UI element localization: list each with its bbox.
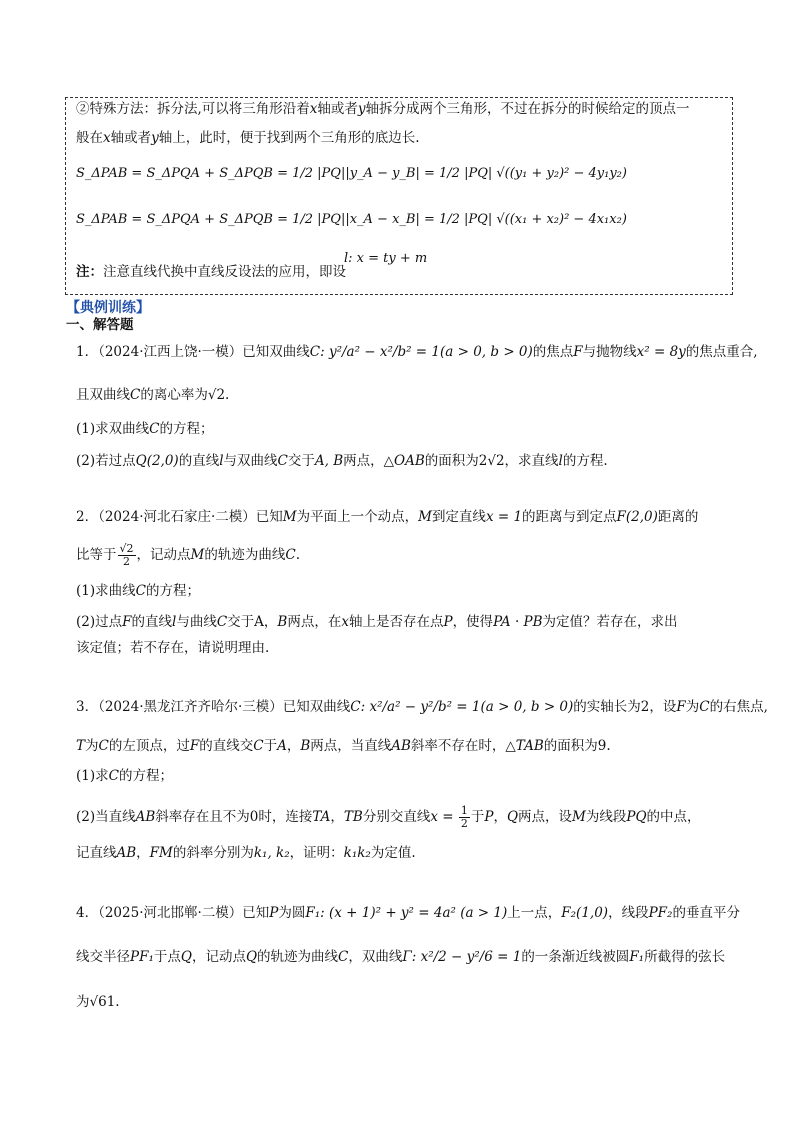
problem-1-question-1: (1)求双曲线C的方程； [76,421,214,437]
method-line-1: ②特殊方法：拆分法,可以将三角形沿着x轴或者y轴拆分成两个三角形，不过在拆分的时候给定的顶点一 [76,101,690,117]
area-formula-y: S_ΔPAB = S_ΔPQA + S_ΔPQB = 1/2 |PQ||y_A − y_B| = 1/2 |PQ| √((y₁ + y₂)² − 4y₁y₂) [76,166,627,181]
note-label: 注： [76,264,103,280]
problem-2-question-1: (1)求曲线C的方程； [76,583,200,599]
problem-2-line-2: 比等于 $\frac{√2}{2}$ ，记动点M的轨迹为曲线C. [76,542,300,568]
problem-1-line-1: 1．（2024·江西上饶·一模）已知双曲线C: y²/a² − x²/b² = 1(a > 0, b > 0)的焦点F与抛物线x² = 8y的焦点重合, [76,344,758,360]
note-line: 注：注意直线代换中直线反设法的应用，即设 [76,264,346,280]
area-formula-x: S_ΔPAB = S_ΔPQA + S_ΔPQB = 1/2 |PQ||x_A − x_B| = 1/2 |PQ| √((x₁ + x₂)² − 4x₁x₂) [76,212,627,227]
problem-3-question-1: (1)求C的方程； [76,768,173,784]
problem-3-question-2: (2)当直线AB斜率存在且不为0时，连接TA，TB分别交直线x = $\frac{1}{2}$ 于P，Q两点，设M为线段PQ的中点， [76,804,701,830]
problem-3-line-2: T为C的左顶点，过F的直线交C于A，B两点，当直线AB斜率不存在时，△TAB的面积为9. [76,738,611,754]
problem-4-line-1: 4．（2025·河北邯郸·二模）已知P为圆F₁: (x + 1)² + y² = 4a² (a > 1)上一点，F₂(1,0)，线段PF₂的垂直平分 [76,905,740,921]
problem-2-question-2-cont: 该定值；若不存在，请说明理由. [76,640,270,656]
half-fraction: $\frac{1}{2}$ [460,804,468,830]
method-line-2: 般在x轴或者y轴上，此时，便于找到两个三角形的底边长. [76,130,420,146]
section-subtitle: 一、解答题 [66,317,134,333]
section-title: 【典例训练】 [66,300,150,316]
problem-3-line-1: 3．（2024·黑龙江齐齐哈尔·三模）已知双曲线C: x²/a² − y²/b² = 1(a > 0, b > 0)的实轴长为2，设F为C的右焦点, [76,699,768,715]
problem-4-line-3: 为√61. [76,994,120,1010]
problem-3-question-2-cont: 记直线AB，FM的斜率分别为k₁, k₂，证明：k₁k₂为定值. [76,845,416,861]
problem-2-line-1: 2．（2024·河北石家庄·二模）已知M为平面上一个动点，M到定直线x = 1的距离与到定点F(2,0)距离的 [76,509,699,525]
problem-4-line-2: 线交半径PF₁于点Q，记动点Q的轨迹为曲线C，双曲线Γ: x²/2 − y²/6 = 1的一条渐近线被圆F₁所截得的弦长 [76,949,726,965]
ratio-fraction: $\frac{√2}{2}$ [119,542,134,568]
note-formula: l: x = ty + m [344,251,428,266]
problem-1-question-2: (2)若过点Q(2,0)的直线l与双曲线C交于A, B两点，△OAB的面积为2√2，求直线l的方程. [76,453,608,469]
problem-2-question-2: (2)过点F的直线l与曲线C交于A，B两点，在x轴上是否存在点P，使得PA · PB为定值？若存在，求出 [76,614,678,630]
problem-1-line-2: 且双曲线C的离心率为√2. [76,387,230,403]
